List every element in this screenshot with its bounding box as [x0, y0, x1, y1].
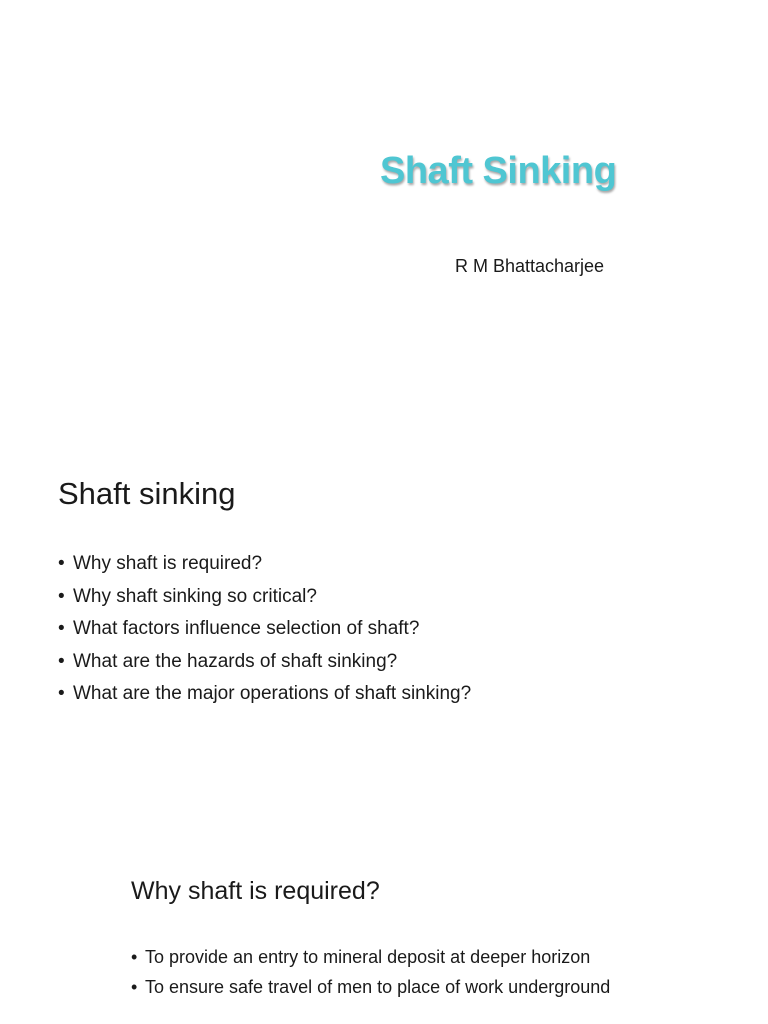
bullet-icon: • — [58, 618, 65, 639]
list-item — [58, 548, 471, 581]
list-item-text: What are the hazards of shaft sinking? — [73, 650, 398, 672]
bullet-icon: • — [58, 683, 65, 704]
section-heading: Shaft sinking — [58, 476, 236, 511]
bullet-icon: • — [58, 553, 65, 574]
list-item-text: What are the major operations of shaft sinking? — [73, 683, 472, 704]
list-item — [58, 678, 471, 711]
reason-list — [131, 946, 651, 1006]
slide-author: R M Bhattacharjee — [455, 256, 605, 276]
section-heading: Why shaft is required? — [131, 877, 380, 905]
bullet-icon: • — [58, 585, 65, 607]
slide-title: Shaft Sinking — [380, 150, 617, 192]
list-item-text: Why shaft is required? — [73, 553, 263, 574]
bullet-icon: • — [131, 977, 138, 997]
bullet-icon: • — [131, 947, 138, 967]
list-item — [58, 581, 471, 614]
list-item-text: To ensure safe travel of men to place of work underground — [145, 977, 611, 997]
list-item-text: To provide an entry to mineral deposit at deeper horizon — [145, 947, 591, 967]
list-item-text: What factors influence selection of shaft? — [73, 618, 420, 639]
question-list — [58, 548, 471, 711]
list-item — [58, 613, 471, 646]
list-item — [131, 946, 651, 969]
list-item — [131, 976, 651, 999]
bullet-icon: • — [58, 650, 65, 672]
list-item — [58, 646, 471, 679]
list-item-text: Why shaft sinking so critical? — [73, 585, 317, 607]
